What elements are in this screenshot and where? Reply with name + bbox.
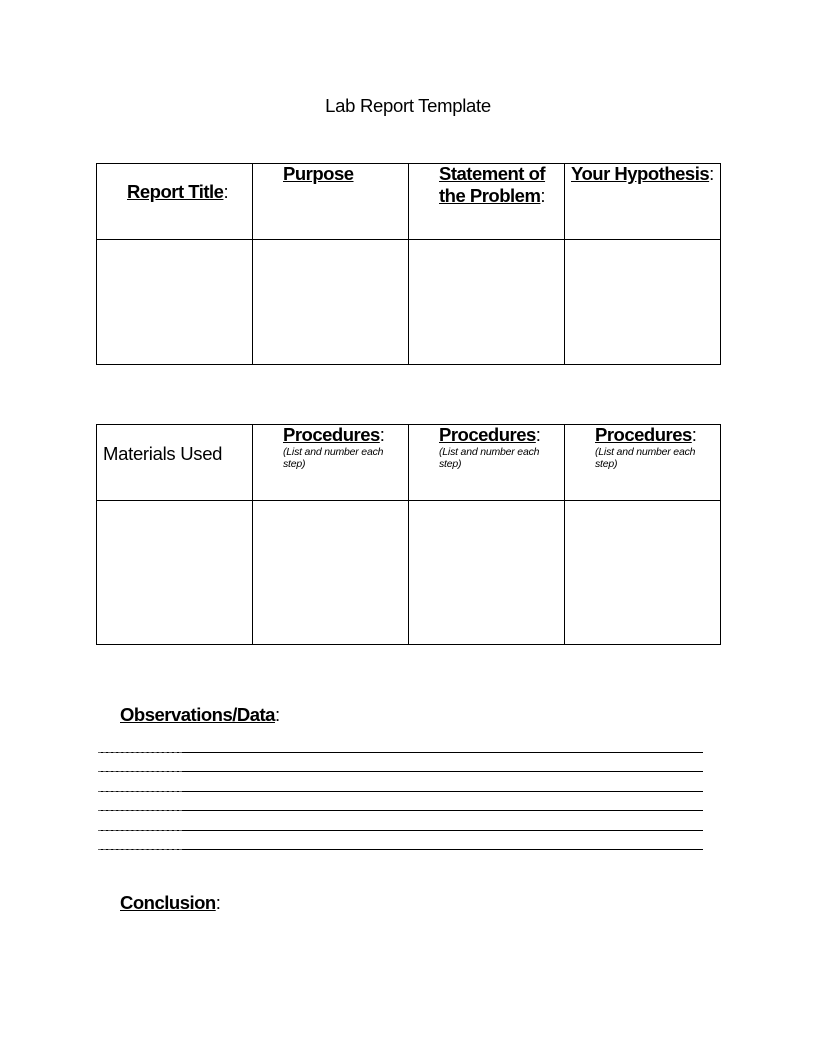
procedures-note: (List and number each step) (439, 446, 540, 470)
procedures-header-cell-2 (409, 425, 565, 501)
observation-line[interactable] (98, 810, 703, 811)
report-title-heading: Report Title: (127, 181, 229, 202)
procedures-note: (List and number each step) (595, 446, 696, 470)
observation-line[interactable] (98, 771, 703, 772)
purpose-header-cell (253, 164, 409, 240)
materials-procedures-table (96, 424, 721, 645)
purpose-heading: Purpose (283, 163, 354, 184)
report-overview-table (96, 163, 721, 365)
report-title-input-cell[interactable] (97, 240, 253, 365)
observation-line[interactable] (98, 752, 703, 753)
statement-input-cell[interactable] (409, 240, 565, 365)
table-input-row (97, 240, 721, 365)
observations-heading: Observations/Data: (120, 704, 280, 725)
procedures-heading: Procedures: (List and number each step) (283, 424, 395, 470)
observation-line[interactable] (98, 830, 703, 831)
materials-header-cell (97, 425, 253, 501)
procedures-input-cell-3[interactable] (565, 501, 721, 645)
procedures-input-cell-2[interactable] (409, 501, 565, 645)
statement-of-problem-heading: Statement of the Problem: (439, 163, 546, 206)
procedures-note: (List and number each step) (283, 446, 384, 470)
report-title-header-cell (97, 164, 253, 240)
hypothesis-heading: Your Hypothesis: (571, 163, 714, 184)
observation-line[interactable] (98, 791, 703, 792)
procedures-heading: Procedures: (List and number each step) (595, 424, 707, 470)
conclusion-heading: Conclusion: (120, 892, 221, 913)
purpose-input-cell[interactable] (253, 240, 409, 365)
procedures-header-cell-1 (253, 425, 409, 501)
observation-line[interactable] (98, 849, 703, 850)
statement-header-cell (409, 164, 565, 240)
table-header-row (97, 425, 721, 501)
hypothesis-input-cell[interactable] (565, 240, 721, 365)
document-title: Lab Report Template (325, 95, 491, 116)
hypothesis-header-cell (565, 164, 721, 240)
procedures-input-cell-1[interactable] (253, 501, 409, 645)
materials-input-cell[interactable] (97, 501, 253, 645)
table-input-row (97, 501, 721, 645)
procedures-header-cell-3 (565, 425, 721, 501)
table-header-row (97, 164, 721, 240)
materials-used-heading: Materials Used (103, 443, 223, 464)
procedures-heading: Procedures: (List and number each step) (439, 424, 551, 470)
